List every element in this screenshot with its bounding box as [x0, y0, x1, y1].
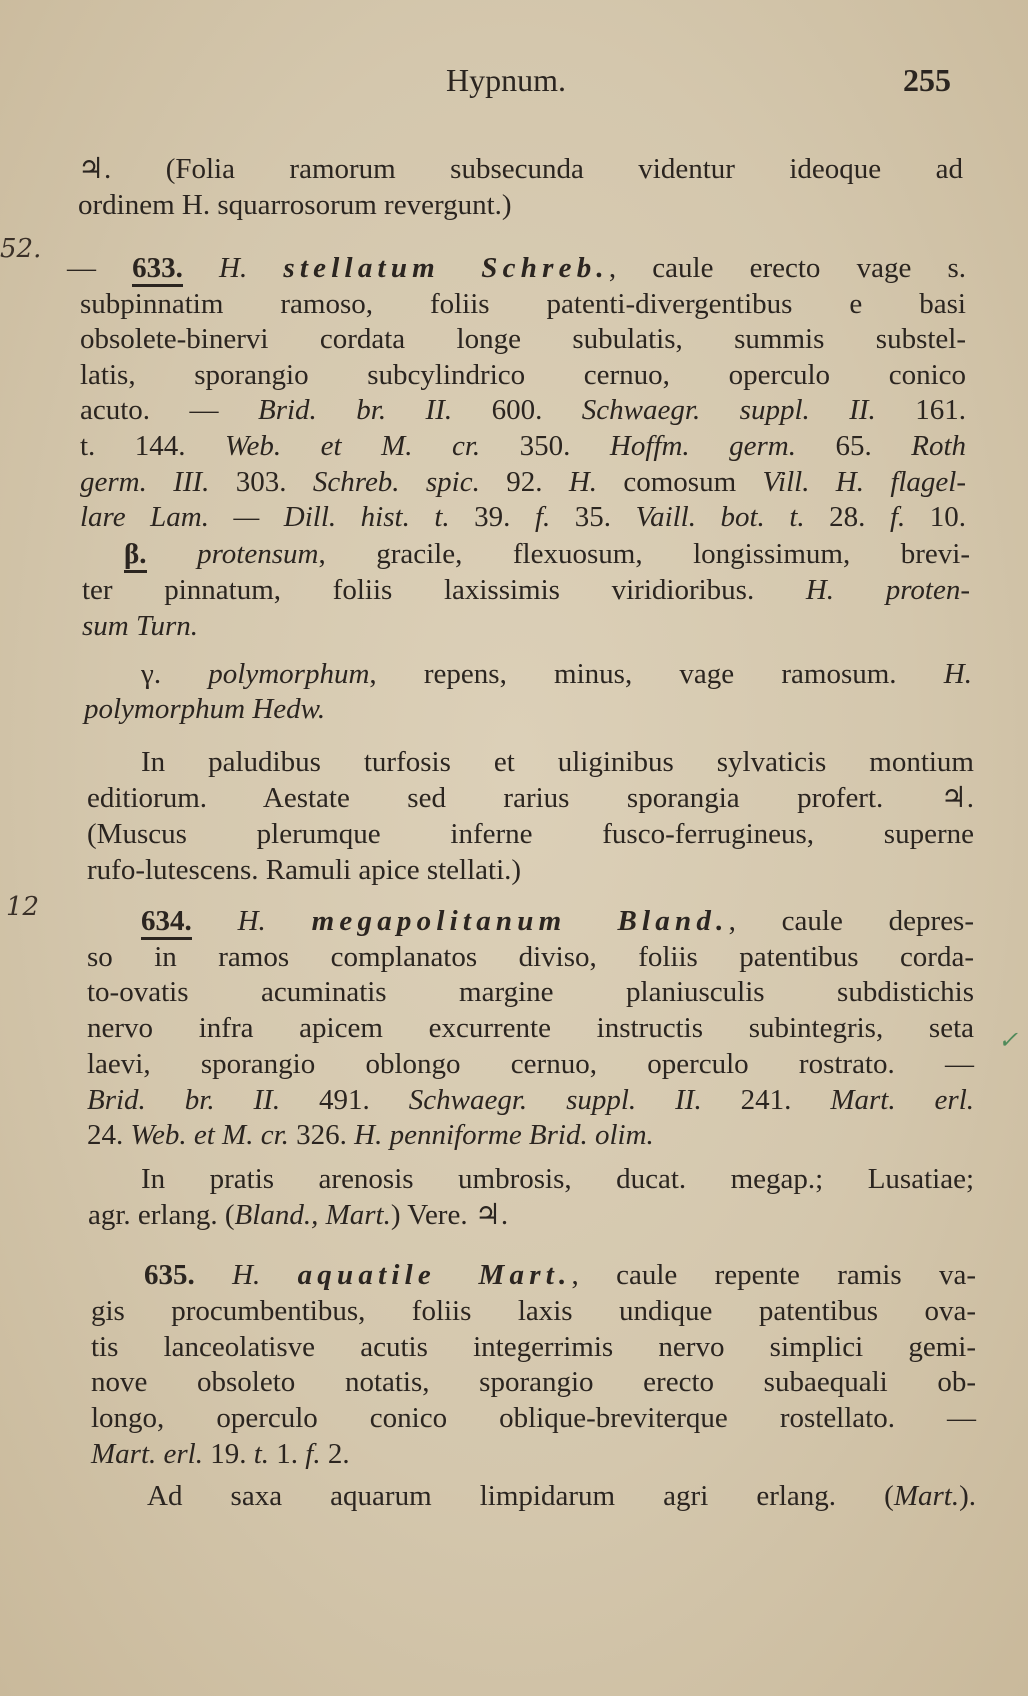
text-run: , caule repente ramis va- [571, 1259, 976, 1291]
text-run: latis, sporangio subcylindrico cernuo, operculo conico [80, 358, 966, 391]
text-run: rufo-lutescens. Ramuli apice stellati.) [87, 854, 522, 886]
italic-citation: H. proten- [805, 574, 970, 606]
text-run: , repens, minus, vage ramosum. [369, 658, 944, 690]
text-run: ). [959, 1480, 976, 1512]
italic-citation: Mart. [893, 1480, 960, 1512]
text-run: 19. [202, 1438, 254, 1470]
text-line [67, 250, 966, 286]
italic-citation: Vill. H. flagel- [762, 465, 967, 498]
text-run: 600. [452, 394, 582, 427]
italic-citation: Roth [911, 430, 967, 462]
italic-citation: protensum [146, 538, 319, 570]
text-line [87, 780, 974, 816]
page-number: 255 [903, 62, 951, 98]
italic-citation: Schwaegr. suppl. II. [408, 1083, 702, 1116]
italic-citation: H. [943, 658, 972, 690]
text-run: ) Vere. ♃. [390, 1199, 509, 1231]
text-line [88, 1197, 974, 1233]
text-line [87, 816, 974, 852]
text-run: — [67, 252, 133, 284]
italic-citation: Brid. br. II. [87, 1083, 281, 1116]
text-run: nervo infra apicem excurrente instructis subintegris, seta [87, 1012, 974, 1045]
text-run: 28. [804, 501, 890, 534]
species-name: stellatum Schreb. [283, 252, 609, 284]
text-run: so in ramos complanatos diviso, foliis patentibus corda- [87, 940, 974, 973]
text-line [141, 656, 972, 692]
text-line [87, 1010, 974, 1046]
text-line [78, 187, 963, 223]
italic-citation: f. [534, 501, 551, 534]
italic-citation: polymorphum [208, 658, 370, 690]
entry-number: 633. [132, 252, 183, 287]
text-line [87, 1117, 974, 1153]
italic-citation: Bland., Mart. [234, 1199, 391, 1231]
text-run: 1. [269, 1438, 306, 1470]
text-run: (Muscus plerumque inferne fusco-ferrugineus, superne [87, 818, 974, 850]
italic-citation: H. penniforme Brid. olim. [354, 1119, 654, 1152]
text-line [87, 1046, 974, 1082]
text-run: nove obsoleto notatis, sporangio erecto subaequali ob- [91, 1366, 976, 1399]
text-run: , caule depres- [728, 905, 975, 937]
text-run: gis procumbentibus, foliis laxis undique patentibus ova- [91, 1294, 976, 1327]
text-run: 10. [905, 501, 967, 534]
text-run: obsolete-binervi cordata longe subulatis, summis substel- [80, 323, 966, 356]
text-run: Ad saxa aquarum limpidarum agri erlang. ( [147, 1480, 894, 1512]
italic-citation: germ. III. [80, 465, 210, 498]
text-run: agr. erlang. ( [88, 1199, 235, 1231]
text-line [80, 357, 966, 393]
italic-citation: Hoffm. germ. [609, 430, 796, 462]
species-name: megapolitanum Bland. [311, 905, 729, 937]
text-run: subpinnatim ramoso, foliis patenti-divergentibus e basi [80, 287, 966, 320]
italic-citation: Web. et M. cr. [225, 430, 481, 462]
italic-citation: Vaill. bot. t. [635, 501, 805, 534]
text-run: comosum [597, 465, 763, 498]
text-line [80, 392, 966, 428]
text-line [91, 1400, 976, 1436]
text-run: ordinem H. squarrosorum revergunt.) [78, 189, 512, 221]
text-line [80, 464, 966, 500]
text-run: , gracile, flexuosum, longissimum, brevi- [318, 538, 970, 570]
text-line [91, 1329, 976, 1365]
text-run: γ. [141, 658, 209, 690]
marginal-note: 12 [6, 892, 40, 922]
text-line [78, 151, 963, 187]
entry-number: β. [124, 538, 147, 573]
italic-citation: H. [568, 465, 598, 498]
text-line [80, 499, 966, 535]
text-run: 92. [479, 465, 569, 498]
entry-number: 635. [144, 1259, 195, 1291]
text-run: In pratis arenosis umbrosis, ducat. megap.; Lusatiae; [141, 1163, 974, 1195]
text-run: longo, operculo conico oblique-breviterque rostellato. — [91, 1402, 976, 1435]
text-run: 326. [288, 1119, 355, 1152]
italic-citation: Mart. erl. [91, 1438, 203, 1470]
marginal-tick-mark: ✓ [998, 1026, 1019, 1054]
text-line [80, 428, 966, 464]
text-run: acuto. — [80, 394, 258, 427]
text-run: 161. [875, 394, 967, 427]
italic-citation: polymorphum Hedw. [84, 693, 326, 725]
text-run: to-ovatis acuminatis margine planiusculis subdistichis [87, 976, 974, 1009]
text-line [87, 974, 974, 1010]
text-line [82, 572, 970, 608]
text-run: 35. [550, 501, 636, 534]
text-run: t. 144. [80, 430, 226, 462]
text-line [87, 852, 974, 888]
text-line [84, 691, 972, 727]
text-run: , caule erecto vage s. [608, 252, 966, 284]
text-line [91, 1436, 976, 1472]
text-run: In paludibus turfosis et uliginibus sylvaticis montium [141, 746, 974, 778]
text-line [147, 1478, 976, 1514]
text-run: 2. [320, 1438, 350, 1470]
text-run: 350. [480, 430, 610, 462]
text-line [82, 608, 970, 644]
text-run: editiorum. Aestate sed rarius sporangia profert. ♃. [87, 782, 974, 814]
text-line [144, 1257, 976, 1293]
italic-citation: lare Lam. — Dill. hist. t. [80, 501, 450, 534]
italic-citation: Schreb. spic. [312, 465, 480, 498]
text-line [141, 903, 974, 939]
italic-citation: t. [253, 1438, 270, 1470]
text-line [80, 286, 966, 322]
text-line [91, 1293, 976, 1329]
text-line [80, 321, 966, 357]
italic-citation: f. [889, 501, 906, 534]
italic-citation: Brid. br. II. [257, 394, 453, 427]
italic-citation: f. [305, 1438, 321, 1470]
text-run: 241. [701, 1083, 831, 1116]
italic-citation: Mart. erl. [830, 1083, 975, 1116]
marginal-note: 52. [0, 234, 42, 264]
text-line [87, 1082, 974, 1118]
text-run: tis lanceolatisve acutis integerrimis nervo simplici gemi- [91, 1330, 976, 1363]
text-line [87, 939, 974, 975]
text-line [91, 1364, 976, 1400]
italic-citation: Schwaegr. suppl. II. [581, 394, 876, 427]
text-run: 303. [209, 465, 313, 498]
species-name: aquatile Mart. [297, 1259, 572, 1291]
text-line [141, 1161, 974, 1197]
text-run: 491. [280, 1083, 409, 1116]
text-run: ter pinnatum, foliis laxissimis viridioribus. [82, 574, 806, 606]
text-line [124, 536, 970, 572]
text-line [141, 744, 974, 780]
text-run: 24. [87, 1119, 131, 1152]
text-run: 65. [796, 430, 912, 462]
italic-citation: H. [182, 252, 284, 284]
running-head-title: Hypnum. [446, 62, 566, 98]
italic-citation: H. [194, 1259, 298, 1291]
text-run: ♃. (Folia ramorum subsecunda videntur ideoque ad [78, 153, 963, 185]
italic-citation: H. [191, 905, 312, 937]
entry-number: 634. [141, 905, 192, 940]
italic-citation: Web. et M. cr. [130, 1119, 289, 1152]
italic-citation: sum Turn. [82, 610, 199, 642]
text-run: 39. [449, 501, 535, 534]
text-run: laevi, sporangio oblongo cernuo, operculo rostrato. — [87, 1047, 974, 1080]
